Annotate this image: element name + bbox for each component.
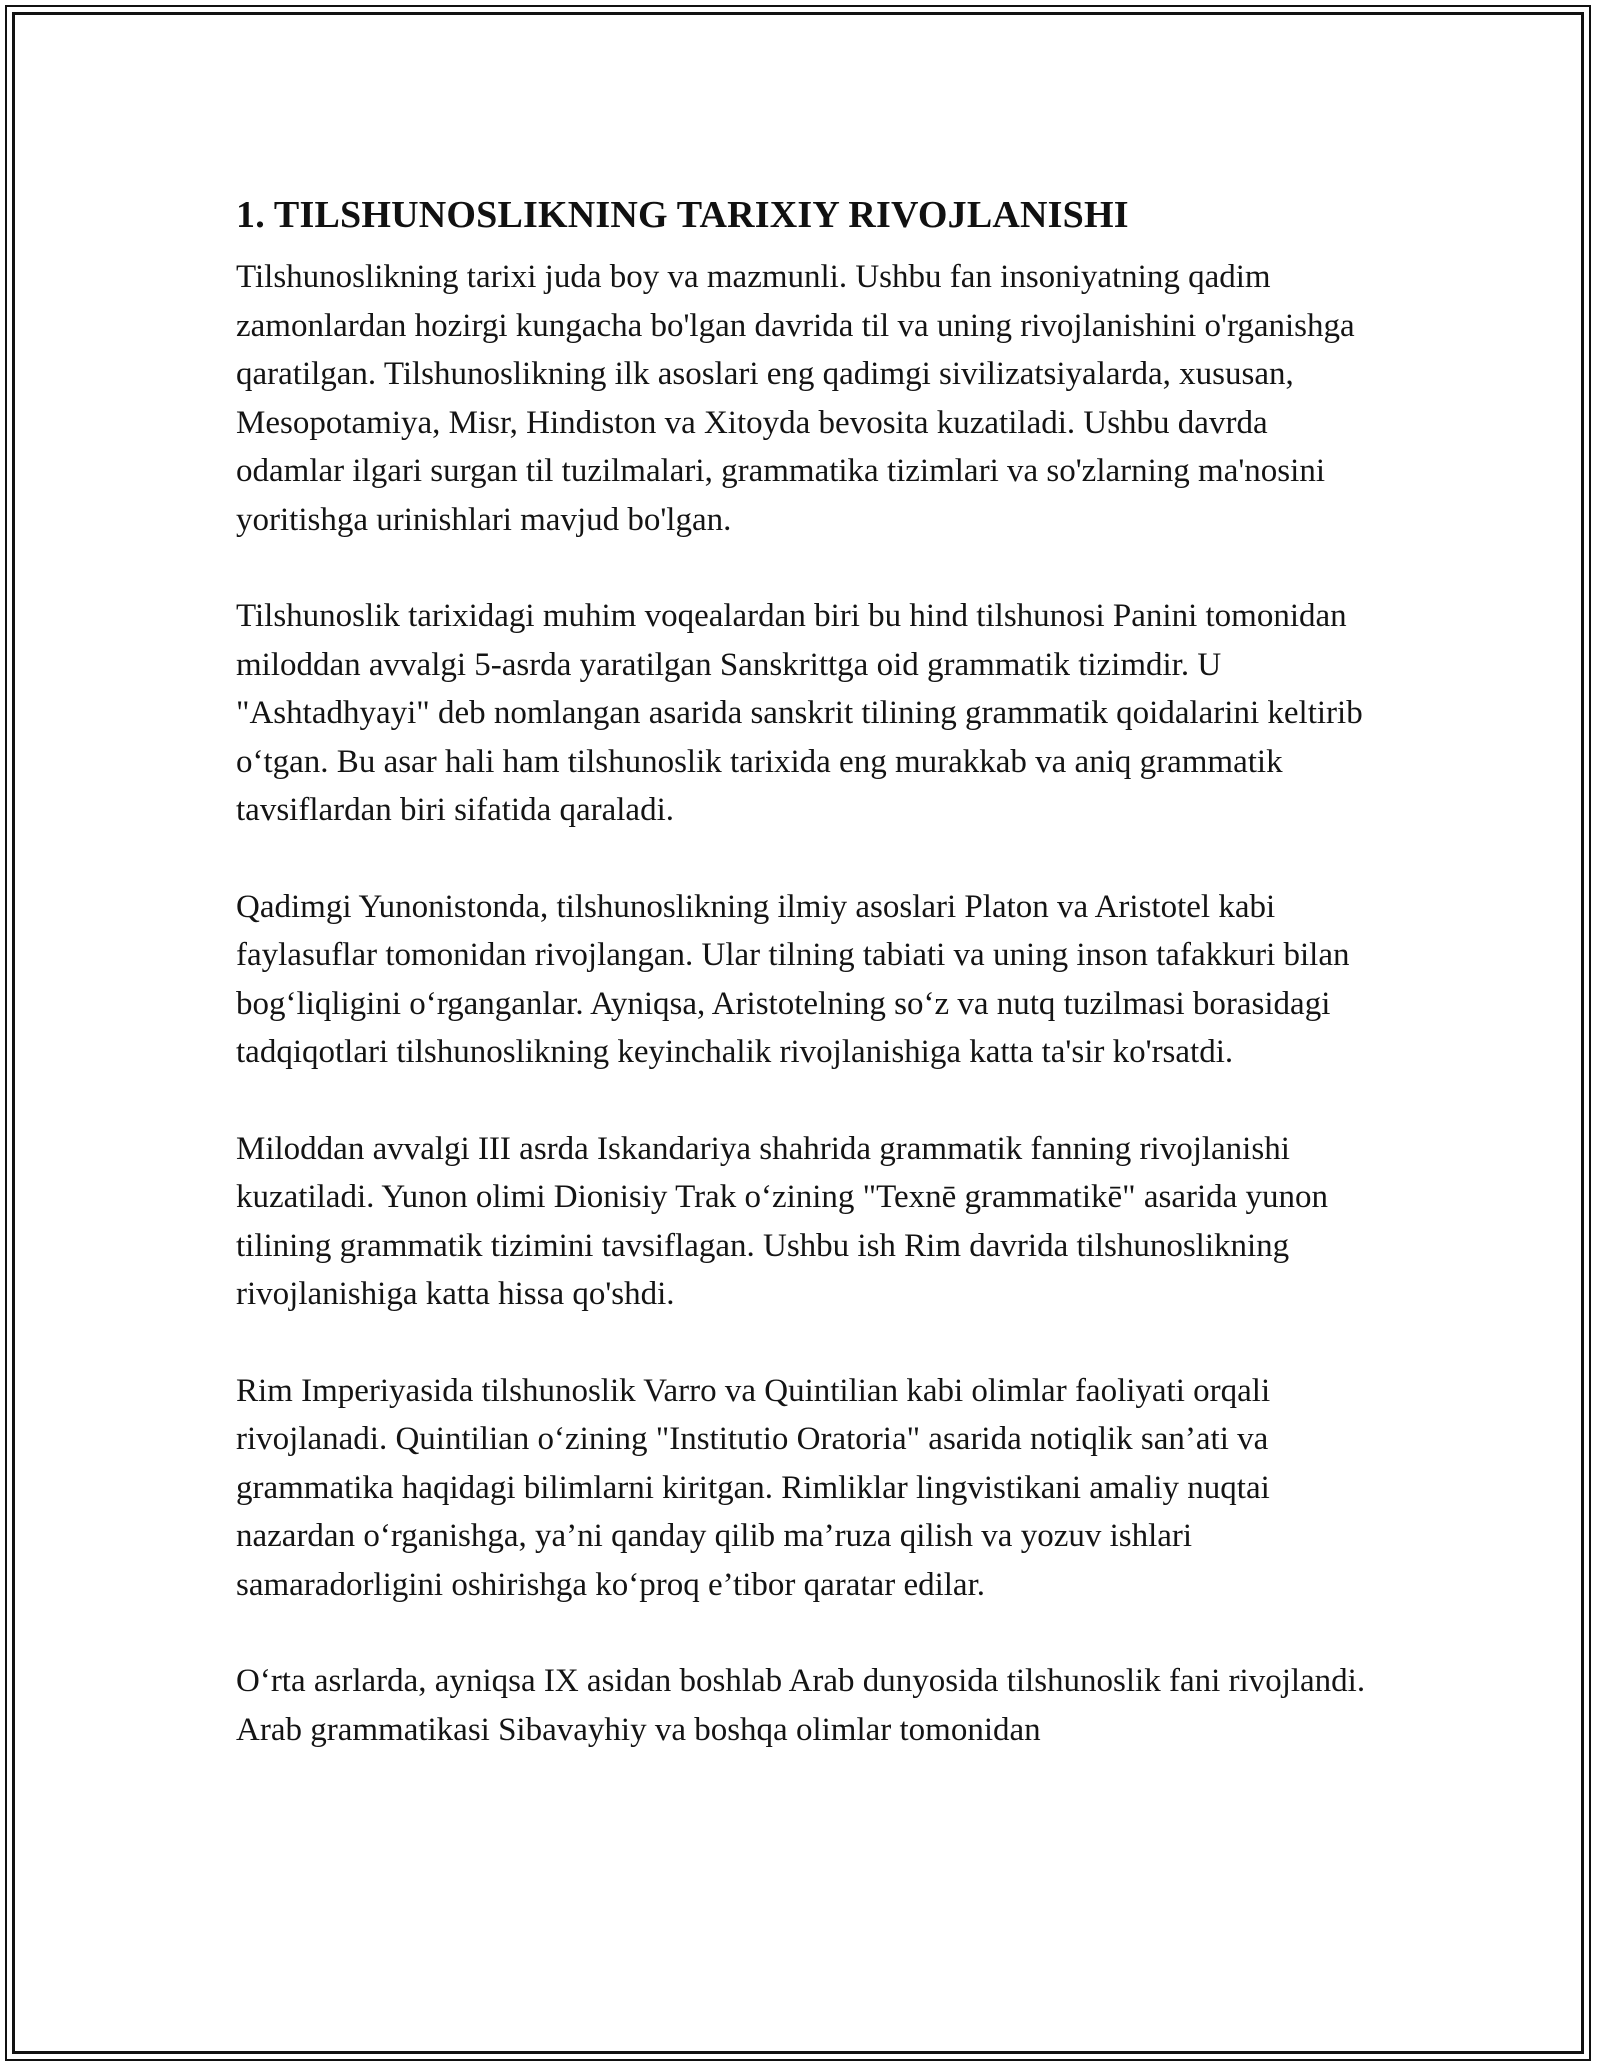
paragraph-2: Tilshunoslik tarixidagi muhim voqealardan biri bu hind tilshunosi Panini tomonidan miloddan avvalgi 5-asrda yaratilgan Sanskrittga oid grammatik tizimdir. U "Ashtadhyayi" deb nomlangan asarida sanskrit tilining grammatik qoidalarini keltirib o‘tgan. Bu asar hali ham tilshunoslik tarixida eng murakkab va aniq grammatik tavsiflardan biri sifatida qaraladi. [236, 598, 1363, 828]
document-title: 1. TILSHUNOSLIKNING TARIXIY RIVOJLANISHI [236, 194, 1129, 236]
paragraph-5: Rim Imperiyasida tilshunoslik Varro va Quintilian kabi olimlar faoliyati orqali rivojlanadi. Quintilian o‘zining "Institutio Oratoria" asarida notiqlik san’ati va grammatika haqidagi bilimlarni kiritgan. Rimliklar lingvistikani amaliy nuqtai nazardan o‘rganishga, ya’ni qanday qilib ma’ruza qilish va yozuv ishlari samaradorligini oshirishga ko‘proq e’tibor qaratar edilar. [236, 1372, 1271, 1603]
paragraph-3: Qadimgi Yunonistonda, tilshunoslikning ilmiy asoslari Platon va Aristotel kabi faylasuflar tomonidan rivojlangan. Ular tilning tabiati va uning inson tafakkuri bilan bog‘liqligini o‘rganganlar. Ayniqsa, Aristotelning so‘z va nutq tuzilmasi borasidagi tadqiqotlari tilshunoslikning keyinchalik rivojlanishiga katta ta'sir ko'rsatdi. [236, 888, 1350, 1070]
paragraph-4: Miloddan avvalgi III asrda Iskandariya shahrida grammatik fanning rivojlanishi kuzatiladi. Yunon olimi Dionisiy Trak o‘zining "Texnē grammatikē" asarida yunon tilining grammatik tizimini tavsiflagan. Ushbu ish Rim davrida tilshunoslikning rivojlanishiga katta hissa qo'shdi. [236, 1130, 1329, 1312]
document-body [236, 185, 1366, 1802]
paragraph-1: Tilshunoslikning tarixi juda boy va mazmunli. Ushbu fan insoniyatning qadim zamonlardan hozirgi kungacha bo'lgan davrida til va uning rivojlanishini o'rganishga qaratilgan. Tilshunoslikning ilk asoslari eng qadimgi sivilizatsiyalarda, xususan, Mesopotamiya, Misr, Hindiston va Xitoyda bevosita kuzatiladi. Ushbu davrda odamlar ilgari surgan til tuzilmalari, grammatika tizimlari va so'zlarning ma'nosini yoritishga urinishlari mavjud bo'lgan. [236, 259, 1355, 538]
paragraph-6: O‘rta asrlarda, ayniqsa IX asidan boshlab Arab dunyosida tilshunoslik fani rivojlandi. Arab grammatikasi Sibavayhiy va boshqa olimlar tomonidan [236, 1663, 1366, 1748]
